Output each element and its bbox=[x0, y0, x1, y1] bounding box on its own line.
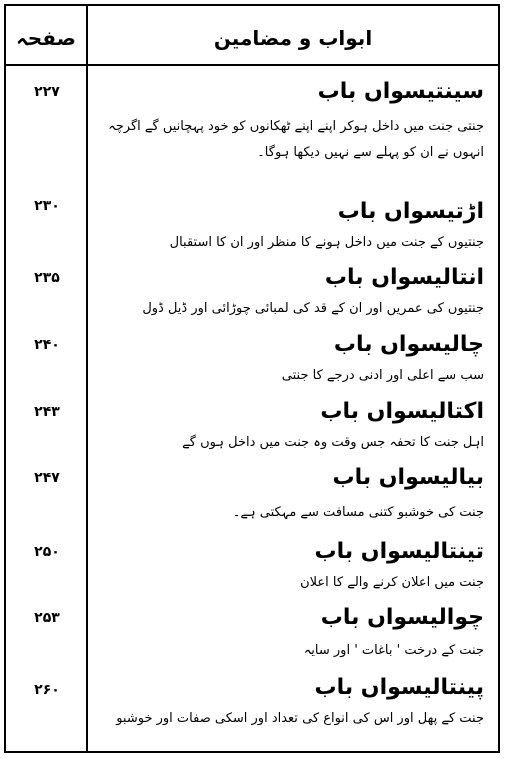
chapter-title: بیالیسواں باب bbox=[332, 465, 484, 490]
page-number: ۲۴۷ bbox=[34, 470, 60, 486]
chapter-description: انہوں نے ان کو پہلے سے نہیں دیکھا ہوگا۔ bbox=[257, 145, 484, 160]
chapter-description: جنت کے درخت ' باغات ' اور سایہ bbox=[303, 643, 484, 658]
column-divider bbox=[86, 6, 88, 751]
chapter-title: اکتالیسواں باب bbox=[320, 399, 484, 424]
chapter-title: انتالیسواں باب bbox=[324, 265, 484, 290]
chapter-title: پینتالیسواں باب bbox=[314, 675, 484, 700]
page-number: ۲۴۳ bbox=[34, 404, 60, 420]
chapters-column-header: ابواب و مضامین bbox=[213, 26, 373, 50]
chapter-title: چوالیسواں باب bbox=[320, 605, 484, 630]
chapter-description: جنتیوں کے جنت میں داخل ہونے کا منظر اور ان کا استقبال bbox=[169, 235, 484, 250]
page-number: ۲۳۰ bbox=[34, 198, 60, 214]
chapter-description: جنتیوں کی عمریں اور ان کے قد کی لمبائی چوڑائی اور ڈیل ڈول bbox=[142, 301, 484, 316]
chapter-description: سب سے اعلی اور ادنی درجے کا جنتی bbox=[281, 368, 484, 383]
chapter-title: سینتیسواں باب bbox=[317, 79, 484, 104]
page-number: ۲۵۳ bbox=[34, 610, 60, 626]
chapter-description: اہل جنت کا تحفہ جس وقت وہ جنت میں داخل ہوں گے bbox=[182, 435, 484, 450]
chapter-title: چالیسواں باب bbox=[333, 332, 484, 357]
chapter-description: جنتی جنت میں داخل ہوکر اپنے اپنے ٹھکانوں کو خود پہچانیں گے اگرچہ bbox=[108, 119, 484, 134]
page-number: ۲۴۰ bbox=[34, 337, 60, 353]
chapter-title: اڑتیسواں باب bbox=[337, 199, 484, 224]
page-number: ۲۵۰ bbox=[34, 544, 60, 560]
page-column-header: صفحہ bbox=[16, 26, 76, 50]
page-number: ۲۲۷ bbox=[34, 84, 60, 100]
page-number: ۲۶۰ bbox=[34, 682, 60, 698]
header-divider bbox=[6, 64, 498, 66]
page-number: ۲۳۵ bbox=[34, 270, 60, 286]
chapter-description: جنت کی خوشبو کتنی مسافت سے مہکتی ہے۔ bbox=[232, 505, 484, 520]
toc-frame bbox=[4, 4, 500, 753]
chapter-title: تینتالیسواں باب bbox=[314, 539, 484, 564]
chapter-description: جنت میں اعلان کرنے والے کا اعلان bbox=[300, 575, 484, 590]
chapter-description: جنت کے پھل اور اس کی انواع کی تعداد اور اسکی صفات اور خوشبو bbox=[116, 711, 484, 726]
